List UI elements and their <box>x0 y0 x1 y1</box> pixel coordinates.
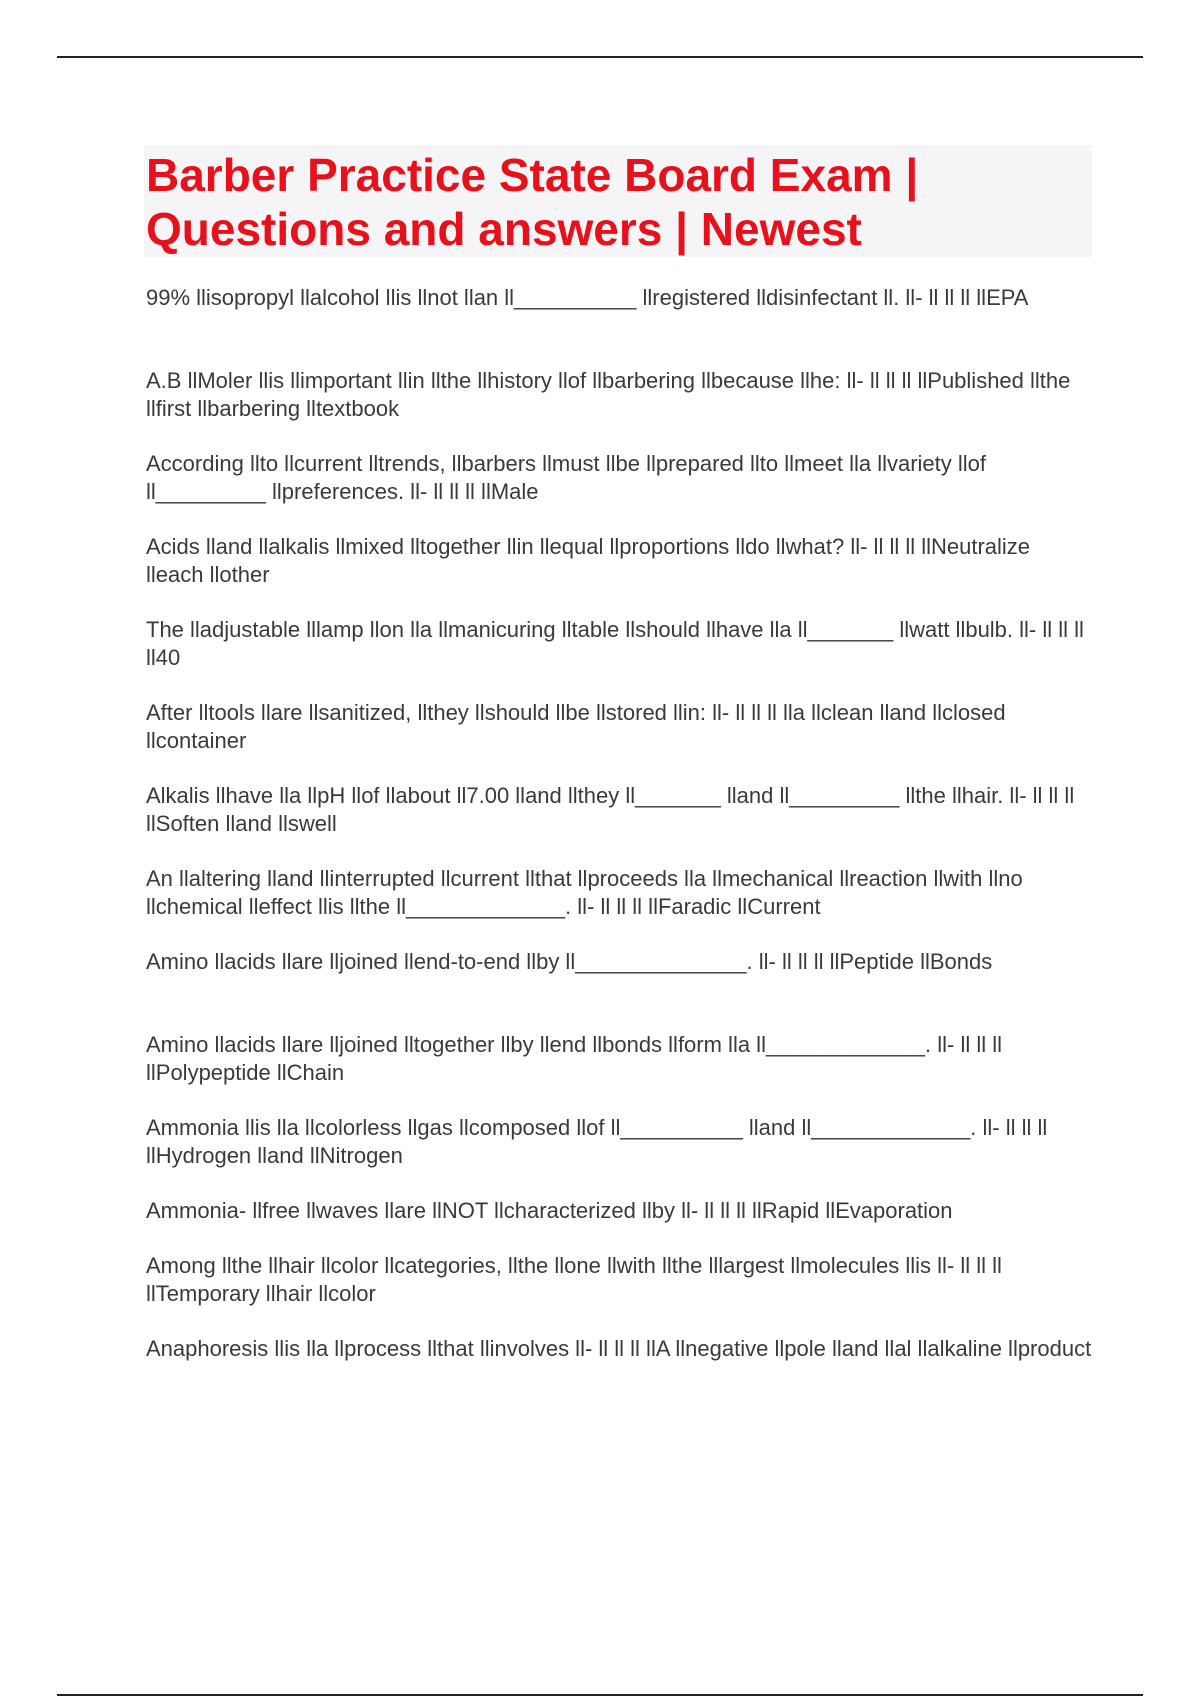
question-item: Among llthe llhair llcolor llcategories, llthe llone llwith llthe lllargest llmolecules llis ll- ll ll ll llTemporary llhair llcolor <box>146 1253 1002 1306</box>
title-line-1: Barber Practice State Board Exam | <box>146 149 919 201</box>
document-title <box>144 145 1092 257</box>
title-line-2: Questions and answers | Newest <box>146 203 862 255</box>
top-rule <box>57 56 1143 58</box>
question-item: An llaltering lland llinterrupted llcurrent llthat llproceeds lla llmechanical llreaction llwith llno llchemical lleffect llis llthe ll_____________. ll- ll ll ll llFaradic llCurrent <box>146 866 1023 919</box>
question-list <box>146 284 1092 1418</box>
question-item: Ammonia llis lla llcolorless llgas llcomposed llof ll__________ lland ll_____________. ll- ll ll ll llHydrogen lland llNitrogen <box>146 1115 1048 1168</box>
question-item: The lladjustable lllamp llon lla llmanicuring lltable llshould llhave lla ll_______ llwatt llbulb. ll- ll ll ll ll40 <box>146 617 1084 670</box>
bottom-rule <box>57 1694 1143 1696</box>
question-item: Acids lland llalkalis llmixed lltogether llin llequal llproportions lldo llwhat? ll- ll ll ll llNeutralize lleach llother <box>146 534 1031 587</box>
question-item: According llto llcurrent lltrends, llbarbers llmust llbe llprepared llto llmeet lla llvariety llof ll_________ llpreferences. ll- ll ll ll llMale <box>146 451 986 504</box>
question-item: A.B llMoler llis llimportant llin llthe llhistory llof llbarbering llbecause llhe: ll- ll ll ll llPublished llthe llfirst llbarbering lltextbook <box>146 368 1071 421</box>
question-item: Amino llacids llare lljoined llend-to-end llby ll______________. ll- ll ll ll llPeptide llBonds <box>146 949 993 974</box>
question-item: After lltools llare llsanitized, llthey llshould llbe llstored llin: ll- ll ll ll lla llclean lland llclosed llcontainer <box>146 700 1006 753</box>
question-item: Anaphoresis llis lla llprocess llthat llinvolves ll- ll ll ll llA llnegative llpole lland llal llalkaline llproduct <box>146 1336 1092 1361</box>
question-item: Amino llacids llare lljoined lltogether llby llend llbonds llform lla ll_____________. ll- ll ll ll llPolypeptide llChain <box>146 1032 1003 1085</box>
question-item: Alkalis llhave lla llpH llof llabout ll7.00 lland llthey ll_______ lland ll_________ llthe llhair. ll- ll ll ll llSoften lland llswell <box>146 783 1075 836</box>
question-item: Ammonia- llfree llwaves llare llNOT llcharacterized llby ll- ll ll ll llRapid llEvaporation <box>146 1198 953 1223</box>
question-item: 99% llisopropyl llalcohol llis llnot llan ll__________ llregistered lldisinfectant ll. ll- ll ll ll llEPA <box>146 285 1029 310</box>
